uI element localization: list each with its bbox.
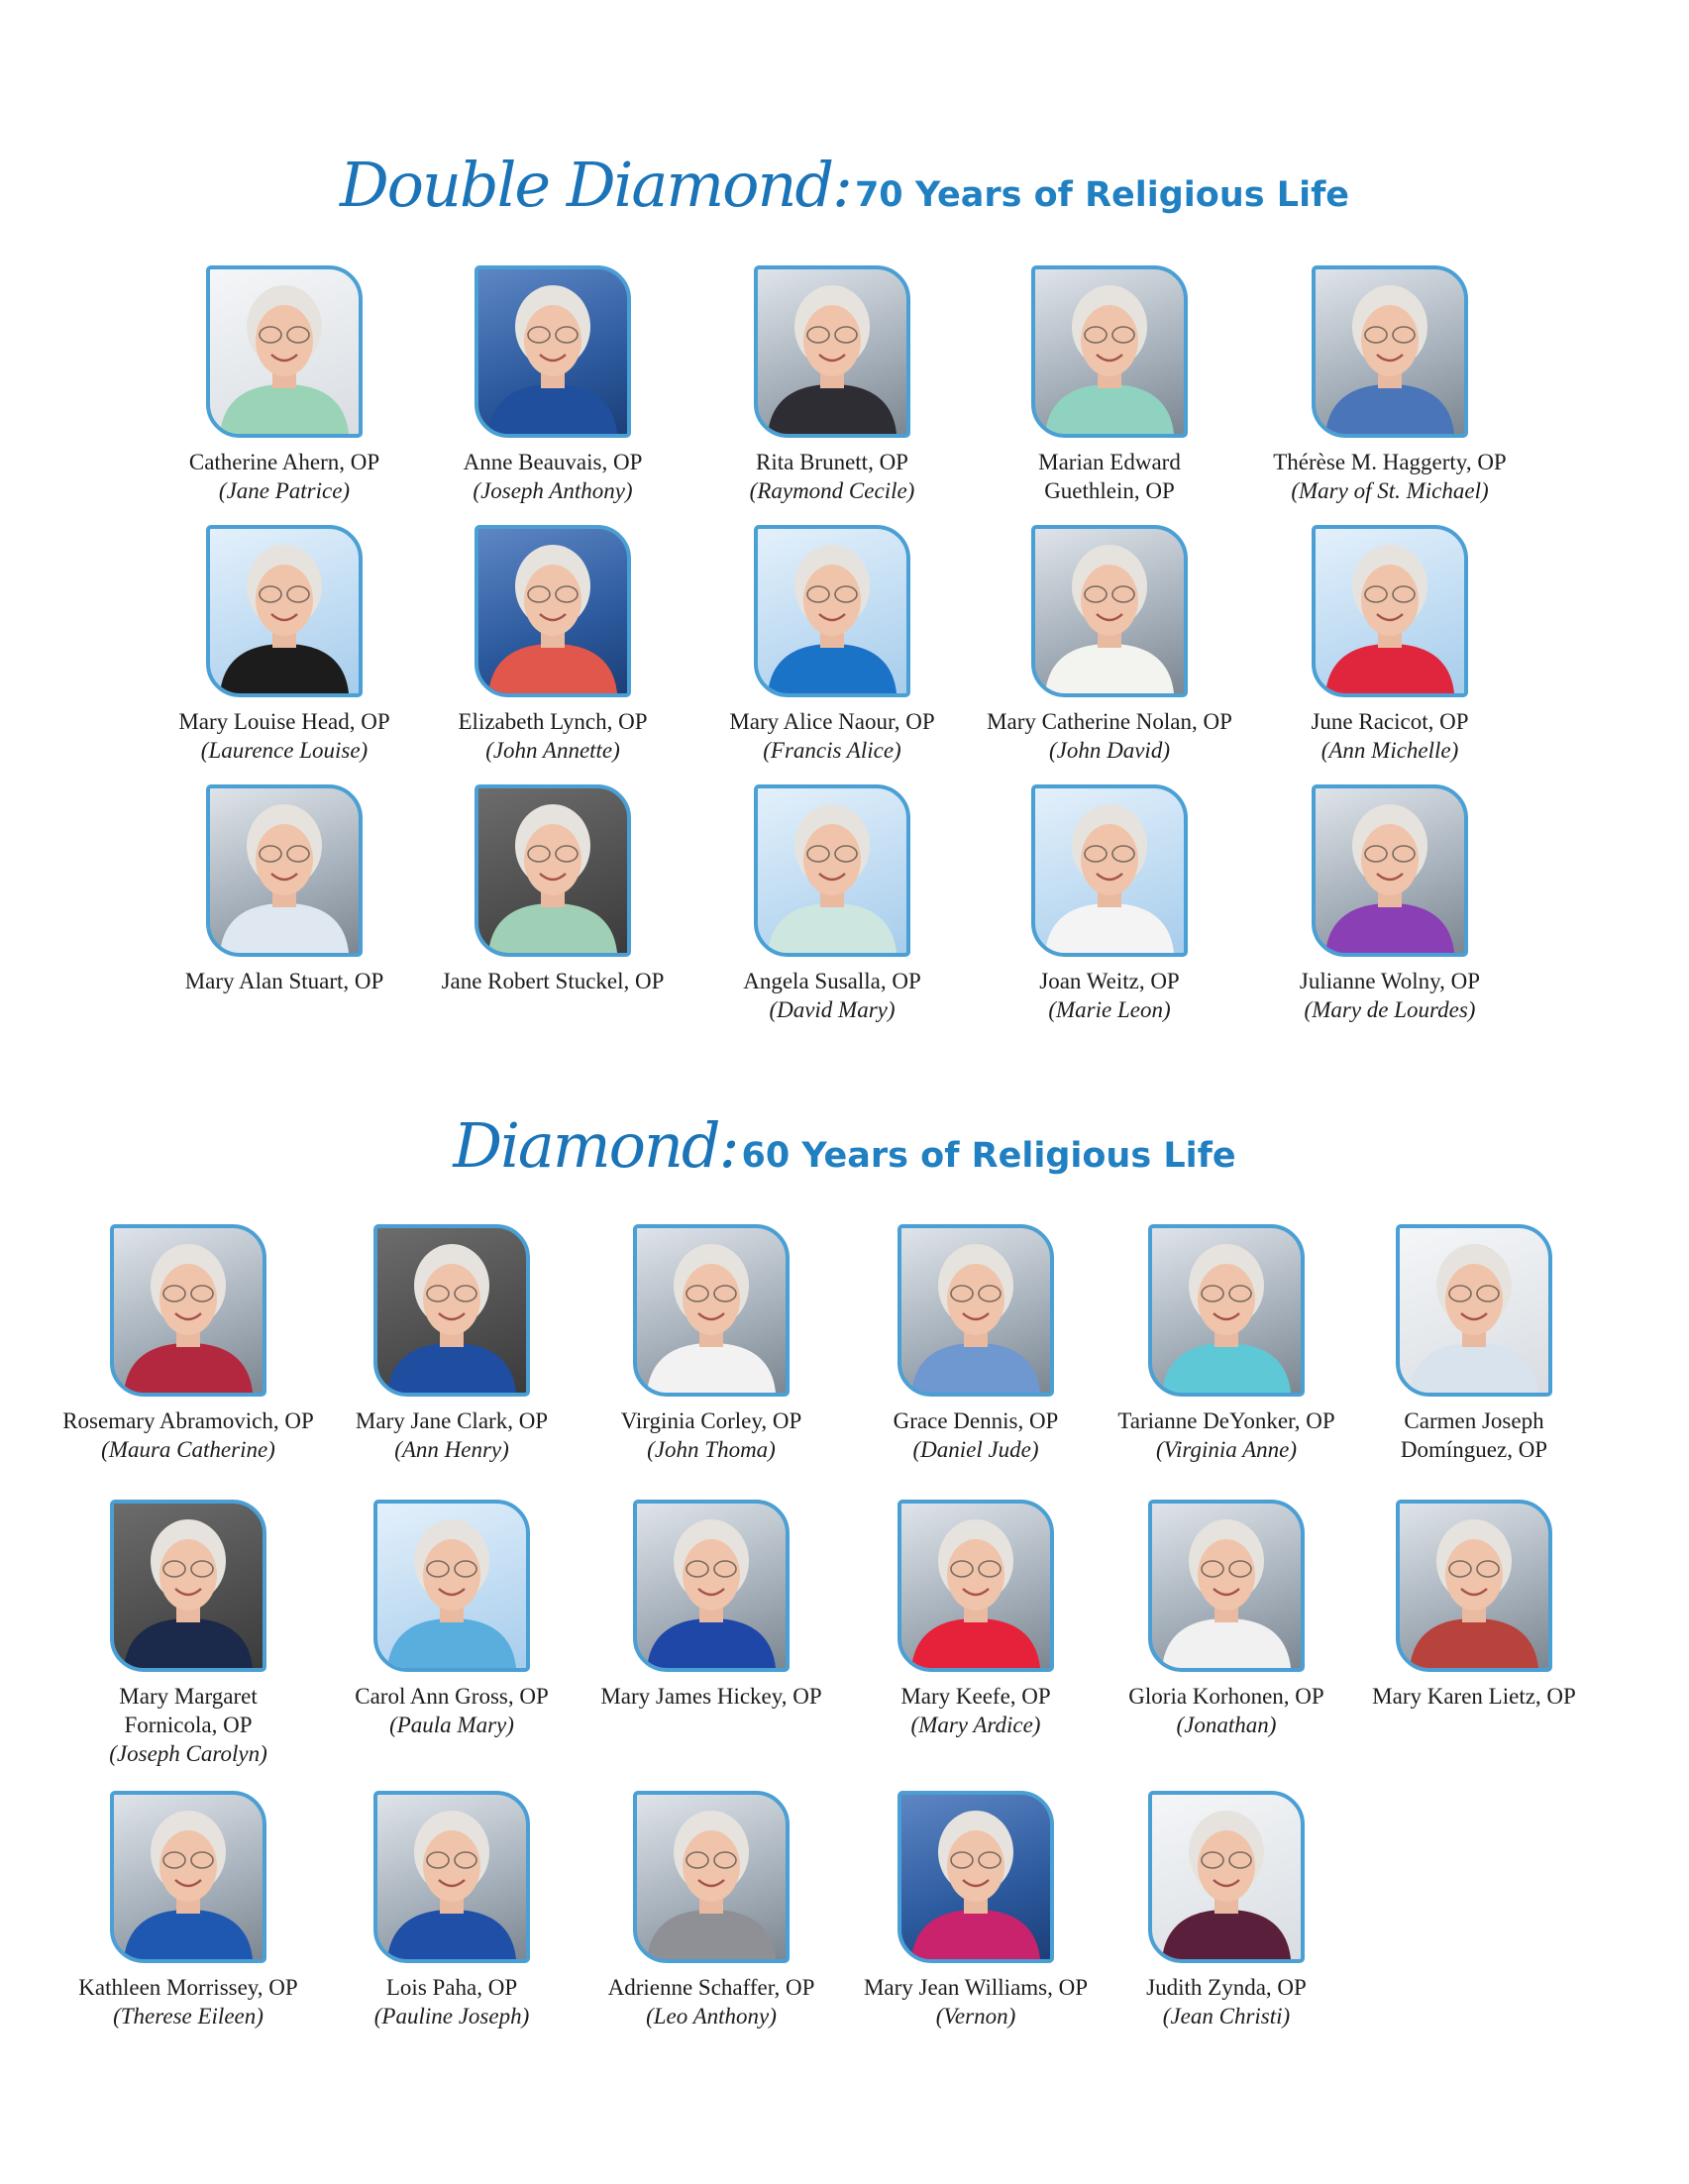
member-religious-name: (Marie Leon)	[1048, 997, 1171, 1022]
member-name	[54, 1682, 322, 1739]
member-name-line-1: Catherine Ahern, OP	[188, 450, 380, 474]
member-name	[419, 967, 686, 995]
member-name	[976, 707, 1243, 736]
member-photo	[633, 1224, 790, 1397]
member-name-line-1: Rita Brunett, OP	[756, 450, 908, 474]
member-photo	[754, 265, 910, 438]
member-photo	[1148, 1500, 1305, 1672]
portrait-clothing	[768, 903, 897, 953]
member-religious-name: (Ann Michelle)	[1320, 738, 1459, 763]
portrait-clothing	[488, 384, 617, 434]
member-card	[54, 1791, 322, 2030]
member-photo	[110, 1500, 266, 1672]
member-name	[698, 967, 966, 995]
member-name-line-1: Kathleen Morrissey, OP	[78, 1975, 298, 2000]
member-name	[698, 448, 966, 476]
member-photo	[475, 525, 631, 697]
member-name-line-1: Gloria Korhonen, OP	[1128, 1684, 1324, 1709]
member-name	[1340, 1406, 1608, 1464]
member-card	[318, 1500, 585, 1739]
member-photo	[1312, 525, 1468, 697]
member-photo	[1312, 265, 1468, 438]
member-name-line-1: Carmen Joseph	[1404, 1408, 1544, 1433]
member-card	[578, 1791, 845, 2030]
double-diamond-script-title: Double Diamond:	[339, 149, 851, 221]
member-name	[578, 1406, 845, 1435]
portrait-silhouette	[1035, 269, 1184, 434]
portrait-silhouette	[1316, 788, 1464, 953]
member-card	[318, 1791, 585, 2030]
portrait-silhouette	[1316, 269, 1464, 434]
member-card	[842, 1224, 1109, 1464]
portrait-clothing	[1045, 384, 1174, 434]
member-card	[698, 784, 966, 1024]
member-religious-name: (Joseph Carolyn)	[109, 1741, 267, 1766]
member-name-line-1: Grace Dennis, OP	[893, 1408, 1059, 1433]
portrait-clothing	[488, 903, 617, 953]
member-card	[419, 265, 686, 505]
member-religious-name: (Paula Mary)	[389, 1713, 514, 1737]
member-religious-name: (John David)	[1049, 738, 1170, 763]
member-name-line-1: Anne Beauvais, OP	[463, 450, 643, 474]
portrait-silhouette	[114, 1228, 263, 1393]
member-photo	[754, 525, 910, 697]
member-card	[976, 784, 1243, 1024]
member-name	[54, 1406, 322, 1435]
member-name-line-1: Mary Margaret	[119, 1684, 258, 1709]
portrait-silhouette	[758, 788, 906, 953]
member-photo	[475, 265, 631, 438]
member-photo	[633, 1500, 790, 1672]
member-card	[1093, 1500, 1360, 1739]
member-religious-name: (Virginia Anne)	[1155, 1437, 1298, 1462]
portrait-clothing	[124, 1910, 253, 1959]
member-name-line-2: Guethlein, OP	[1044, 478, 1175, 503]
member-name	[1256, 448, 1524, 476]
member-name	[1340, 1682, 1608, 1711]
diamond-subtitle: 60 Years of Religious Life	[741, 1136, 1236, 1176]
member-card	[842, 1500, 1109, 1739]
member-name	[976, 967, 1243, 995]
member-card	[1093, 1791, 1360, 2030]
member-name	[419, 448, 686, 476]
member-card	[419, 784, 686, 995]
member-name-line-1: Mary Jane Clark, OP	[355, 1408, 549, 1433]
member-name	[578, 1682, 845, 1711]
member-religious-name: (Leo Anthony)	[646, 2004, 777, 2028]
member-name	[578, 1973, 845, 2002]
portrait-silhouette	[377, 1228, 526, 1393]
member-name-line-1: Mary James Hickey, OP	[600, 1684, 822, 1709]
member-religious-name: (Joseph Anthony)	[473, 478, 633, 503]
portrait-clothing	[387, 1910, 516, 1959]
member-name	[1093, 1973, 1360, 2002]
member-card	[151, 265, 418, 505]
member-photo	[475, 784, 631, 957]
member-religious-name: (Jonathan)	[1176, 1713, 1277, 1737]
portrait-clothing	[1162, 1618, 1291, 1668]
portrait-silhouette	[377, 1795, 526, 1959]
member-religious-name: (Mary de Lourdes)	[1304, 997, 1476, 1022]
member-card	[151, 525, 418, 765]
portrait-clothing	[1325, 644, 1454, 693]
member-photo	[754, 784, 910, 957]
portrait-clothing	[220, 644, 349, 693]
member-photo	[110, 1224, 266, 1397]
member-photo	[373, 1224, 530, 1397]
member-name-line-1: Lois Paha, OP	[385, 1975, 518, 2000]
portrait-silhouette	[478, 788, 627, 953]
portrait-silhouette	[1035, 788, 1184, 953]
member-name	[151, 967, 418, 995]
member-religious-name: (Jean Christi)	[1162, 2004, 1291, 2028]
member-religious-name: (David Mary)	[769, 997, 896, 1022]
member-card	[1340, 1224, 1608, 1464]
member-name-line-1: Judith Zynda, OP	[1146, 1975, 1307, 2000]
member-photo	[897, 1791, 1054, 1963]
portrait-clothing	[647, 1910, 776, 1959]
portrait-clothing	[387, 1343, 516, 1393]
portrait-silhouette	[758, 529, 906, 693]
member-name	[842, 1406, 1109, 1435]
member-religious-name: (Ann Henry)	[394, 1437, 509, 1462]
member-photo	[897, 1500, 1054, 1672]
portrait-silhouette	[1035, 529, 1184, 693]
portrait-silhouette	[478, 529, 627, 693]
member-religious-name: (Therese Eileen)	[113, 2004, 264, 2028]
member-name	[318, 1682, 585, 1711]
portrait-clothing	[488, 644, 617, 693]
diamond-heading	[0, 1109, 1689, 1182]
portrait-silhouette	[637, 1228, 786, 1393]
portrait-clothing	[647, 1618, 776, 1668]
portrait-clothing	[1162, 1910, 1291, 1959]
member-name-line-1: Joan Weitz, OP	[1039, 969, 1180, 993]
member-religious-name: (Jane Patrice)	[218, 478, 351, 503]
member-photo	[373, 1791, 530, 1963]
portrait-clothing	[768, 644, 897, 693]
portrait-silhouette	[1400, 1228, 1548, 1393]
portrait-clothing	[1045, 903, 1174, 953]
member-name-line-1: Jane Robert Stuckel, OP	[441, 969, 665, 993]
member-religious-name: (Mary of St. Michael)	[1291, 478, 1489, 503]
member-card	[318, 1224, 585, 1464]
member-name-line-2: Fornicola, OP	[124, 1713, 253, 1737]
portrait-clothing	[1162, 1343, 1291, 1393]
member-photo	[1312, 784, 1468, 957]
member-name-line-1: Mary Catherine Nolan, OP	[987, 709, 1232, 734]
member-photo	[110, 1791, 266, 1963]
portrait-clothing	[1410, 1618, 1538, 1668]
member-photo	[206, 265, 363, 438]
portrait-silhouette	[210, 269, 359, 434]
portrait-clothing	[911, 1343, 1040, 1393]
portrait-silhouette	[1152, 1795, 1301, 1959]
member-name-line-1: Mary Jean Williams, OP	[863, 1975, 1089, 2000]
portrait-silhouette	[210, 788, 359, 953]
member-card	[698, 265, 966, 505]
member-religious-name: (Raymond Cecile)	[749, 478, 915, 503]
member-religious-name: (Pauline Joseph)	[373, 2004, 530, 2028]
portrait-silhouette	[901, 1504, 1050, 1668]
member-card	[1340, 1500, 1608, 1711]
member-religious-name: (Maura Catherine)	[101, 1437, 275, 1462]
member-religious-name: (Vernon)	[935, 2004, 1016, 2028]
portrait-silhouette	[901, 1228, 1050, 1393]
member-religious-name: (John Thoma)	[647, 1437, 776, 1462]
member-name	[1256, 967, 1524, 995]
member-photo	[1031, 265, 1188, 438]
portrait-clothing	[911, 1618, 1040, 1668]
member-name-line-1: Thérèse M. Haggerty, OP	[1273, 450, 1507, 474]
member-card	[578, 1500, 845, 1711]
member-card	[54, 1500, 322, 1768]
member-photo	[373, 1500, 530, 1672]
portrait-clothing	[220, 903, 349, 953]
member-card	[54, 1224, 322, 1464]
portrait-clothing	[1325, 384, 1454, 434]
member-photo	[206, 784, 363, 957]
member-religious-name: (Francis Alice)	[763, 738, 901, 763]
member-name-line-1: Mary Keefe, OP	[900, 1684, 1051, 1709]
double-diamond-subtitle: 70 Years of Religious Life	[854, 175, 1350, 215]
diamond-script-title: Diamond:	[453, 1109, 738, 1182]
portrait-clothing	[768, 384, 897, 434]
member-name-line-1: Mary Alice Naour, OP	[729, 709, 935, 734]
member-name-line-1: Virginia Corley, OP	[620, 1408, 802, 1433]
member-name	[419, 707, 686, 736]
portrait-silhouette	[758, 269, 906, 434]
member-photo	[1148, 1791, 1305, 1963]
portrait-clothing	[387, 1618, 516, 1668]
portrait-silhouette	[114, 1795, 263, 1959]
portrait-clothing	[911, 1910, 1040, 1959]
member-name	[151, 448, 418, 476]
member-card	[976, 525, 1243, 765]
portrait-silhouette	[1316, 529, 1464, 693]
member-photo	[206, 525, 363, 697]
member-photo	[1148, 1224, 1305, 1397]
portrait-silhouette	[637, 1504, 786, 1668]
member-card	[976, 265, 1243, 505]
member-card	[151, 784, 418, 995]
member-name-line-1: Mary Alan Stuart, OP	[184, 969, 384, 993]
member-name-line-1: Rosemary Abramovich, OP	[62, 1408, 314, 1433]
portrait-clothing	[647, 1343, 776, 1393]
member-religious-name: (Daniel Jude)	[912, 1437, 1039, 1462]
member-name	[1093, 1406, 1360, 1435]
member-photo	[897, 1224, 1054, 1397]
portrait-silhouette	[1152, 1504, 1301, 1668]
portrait-clothing	[124, 1618, 253, 1668]
member-name-line-2: Domínguez, OP	[1400, 1437, 1548, 1462]
portrait-silhouette	[1400, 1504, 1548, 1668]
member-photo	[1031, 784, 1188, 957]
member-card	[578, 1224, 845, 1464]
double-diamond-heading	[0, 149, 1689, 221]
member-card	[1256, 525, 1524, 765]
member-name-line-1: Tarianne DeYonker, OP	[1117, 1408, 1335, 1433]
member-name	[976, 448, 1243, 505]
portrait-clothing	[220, 384, 349, 434]
member-name-line-1: Marian Edward	[1038, 450, 1181, 474]
member-name	[1256, 707, 1524, 736]
member-name	[842, 1973, 1109, 2002]
portrait-silhouette	[377, 1504, 526, 1668]
member-name-line-1: Elizabeth Lynch, OP	[458, 709, 648, 734]
member-name	[698, 707, 966, 736]
portrait-silhouette	[637, 1795, 786, 1959]
member-name	[318, 1406, 585, 1435]
member-name-line-1: Angela Susalla, OP	[743, 969, 921, 993]
member-name-line-1: Julianne Wolny, OP	[1299, 969, 1481, 993]
member-name-line-1: Mary Louise Head, OP	[178, 709, 390, 734]
member-card	[1256, 265, 1524, 505]
member-religious-name: (Laurence Louise)	[200, 738, 369, 763]
portrait-silhouette	[1152, 1228, 1301, 1393]
member-religious-name: (John Annette)	[485, 738, 620, 763]
member-name	[54, 1973, 322, 2002]
portrait-silhouette	[210, 529, 359, 693]
member-name	[318, 1973, 585, 2002]
portrait-clothing	[1045, 644, 1174, 693]
member-name-line-1: Adrienne Schaffer, OP	[607, 1975, 815, 2000]
member-card	[1093, 1224, 1360, 1464]
portrait-clothing	[1410, 1343, 1538, 1393]
portrait-clothing	[1325, 903, 1454, 953]
portrait-silhouette	[478, 269, 627, 434]
member-photo	[1396, 1500, 1552, 1672]
member-photo	[1031, 525, 1188, 697]
member-name	[1093, 1682, 1360, 1711]
portrait-clothing	[124, 1343, 253, 1393]
portrait-silhouette	[114, 1504, 263, 1668]
member-name-line-1: June Racicot, OP	[1311, 709, 1469, 734]
member-name	[151, 707, 418, 736]
member-card	[419, 525, 686, 765]
member-photo	[1396, 1224, 1552, 1397]
portrait-silhouette	[901, 1795, 1050, 1959]
member-name-line-1: Mary Karen Lietz, OP	[1372, 1684, 1576, 1709]
member-card	[698, 525, 966, 765]
member-name-line-1: Carol Ann Gross, OP	[355, 1684, 549, 1709]
member-photo	[633, 1791, 790, 1963]
member-name	[842, 1682, 1109, 1711]
member-card	[842, 1791, 1109, 2030]
member-religious-name: (Mary Ardice)	[910, 1713, 1041, 1737]
member-card	[1256, 784, 1524, 1024]
